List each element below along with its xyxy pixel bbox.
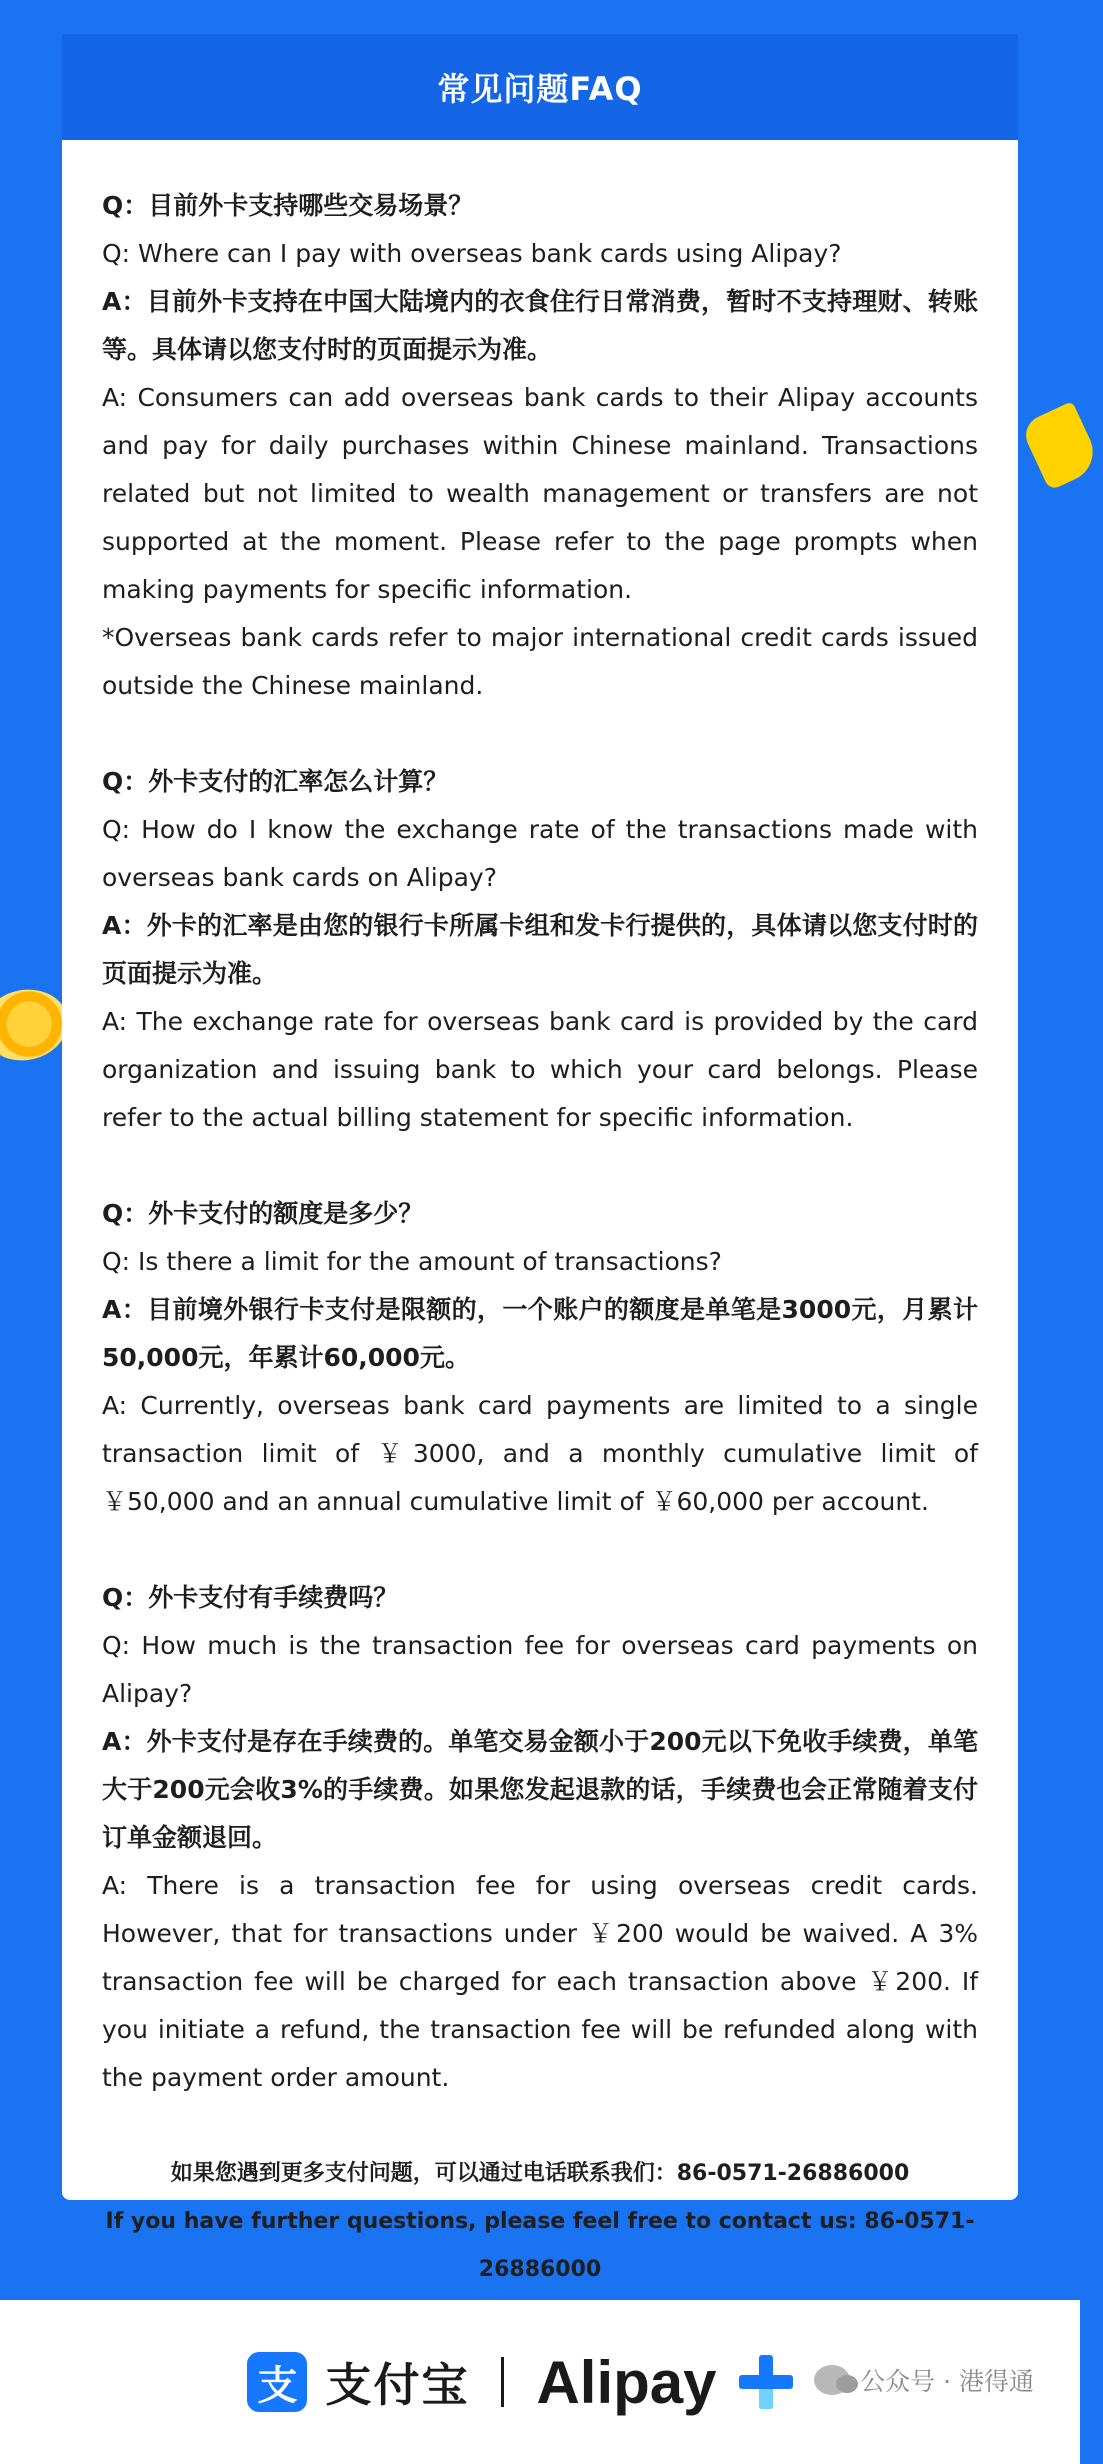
faq-question: Q：目前外卡支持哪些交易场景？: [102, 191, 474, 220]
alipay-icon: 支: [247, 2352, 307, 2412]
faq-content: [62, 140, 1018, 2102]
watermark: [814, 2362, 1034, 2398]
plus-icon: [739, 2355, 793, 2409]
faq-answer: A：外卡的汇率是由您的银行卡所属卡组和发卡行提供的，具体请以您支付时的页面提示为准。: [102, 911, 978, 988]
faq-answer: A：目前境外银行卡支付是限额的，一个账户的额度是单笔是3000元，月累计50,000元，年累计60,000元。: [102, 1295, 978, 1372]
faq-item: [102, 182, 978, 710]
watermark-text: 公众号 · 港得通: [860, 2367, 1034, 2396]
faq-question: Q：外卡支付的汇率怎么计算？: [102, 767, 449, 796]
faq-answer: A：目前外卡支持在中国大陆境内的衣食住行日常消费，暂时不支持理财、转账等。具体请以您支付时的页面提示为准。: [102, 287, 978, 364]
brand-name-en: Alipay: [536, 2348, 717, 2416]
faq-card: [62, 34, 1018, 2282]
brand-name-cn: 支付宝: [325, 2358, 470, 2412]
decorative-ribbon: [1020, 401, 1103, 491]
faq-answer: A: Consumers can add overseas bank cards to their Alipay accounts and pay for daily purchases within Chinese mainland. Transactions related but not limited to wealth management or transfers are not supported at the moment. Please refer to the page prompts when making payments for specific information.: [102, 383, 978, 604]
alipay-logo: [247, 2348, 792, 2417]
faq-header: [62, 34, 1018, 140]
faq-question: Q: How much is the transaction fee for overseas card payments on Alipay?: [102, 1631, 978, 1708]
faq-item: [102, 758, 978, 1142]
faq-question: Q：外卡支付有手续费吗？: [102, 1583, 399, 1612]
faq-note: *Overseas bank cards refer to major international credit cards issued outside the Chinese mainland.: [102, 623, 978, 700]
faq-question: Q: Where can I pay with overseas bank cards using Alipay?: [102, 239, 842, 268]
faq-answer: A: The exchange rate for overseas bank card is provided by the card organization and issuing bank to which your card belongs. Please refer to the actual billing statement for specific information.: [102, 1007, 978, 1132]
faq-question: Q: How do I know the exchange rate of the transactions made with overseas bank cards on Alipay?: [102, 815, 978, 892]
faq-answer: A：外卡支付是存在手续费的。单笔交易金额小于200元以下免收手续费，单笔大于200元会收3%的手续费。如果您发起退款的话，手续费也会正常随着支付订单金额退回。: [102, 1727, 978, 1852]
faq-answer: A: Currently, overseas bank card payments are limited to a single transaction limit of ￥3000, and a monthly cumulative limit of ￥50,000 and an annual cumulative limit of ￥60,000 per account.: [102, 1391, 978, 1516]
contact-en: If you have further questions, please feel free to contact us: 86-0571-26886000: [105, 2209, 975, 2282]
page-title: 常见问题FAQ: [437, 70, 643, 108]
faq-answer: A: There is a transaction fee for using overseas credit cards. However, that for transactions under ￥200 would be waived. A 3% transaction fee will be charged for each transaction above ￥200. If you initiate a refund, the transaction fee will be refunded along with the payment order amount.: [102, 1871, 978, 2092]
wechat-icon: [814, 2365, 850, 2395]
faq-question: Q: Is there a limit for the amount of transactions?: [102, 1247, 722, 1276]
contact-zh: 如果您遇到更多支付问题，可以通过电话联系我们：86-0571-26886000: [170, 2161, 910, 2186]
faq-item: [102, 1574, 978, 2102]
faq-question: Q：外卡支付的额度是多少？: [102, 1199, 424, 1228]
contact-section: [62, 2150, 1018, 2294]
brand-divider: [501, 2357, 504, 2407]
faq-item: [102, 1190, 978, 1526]
